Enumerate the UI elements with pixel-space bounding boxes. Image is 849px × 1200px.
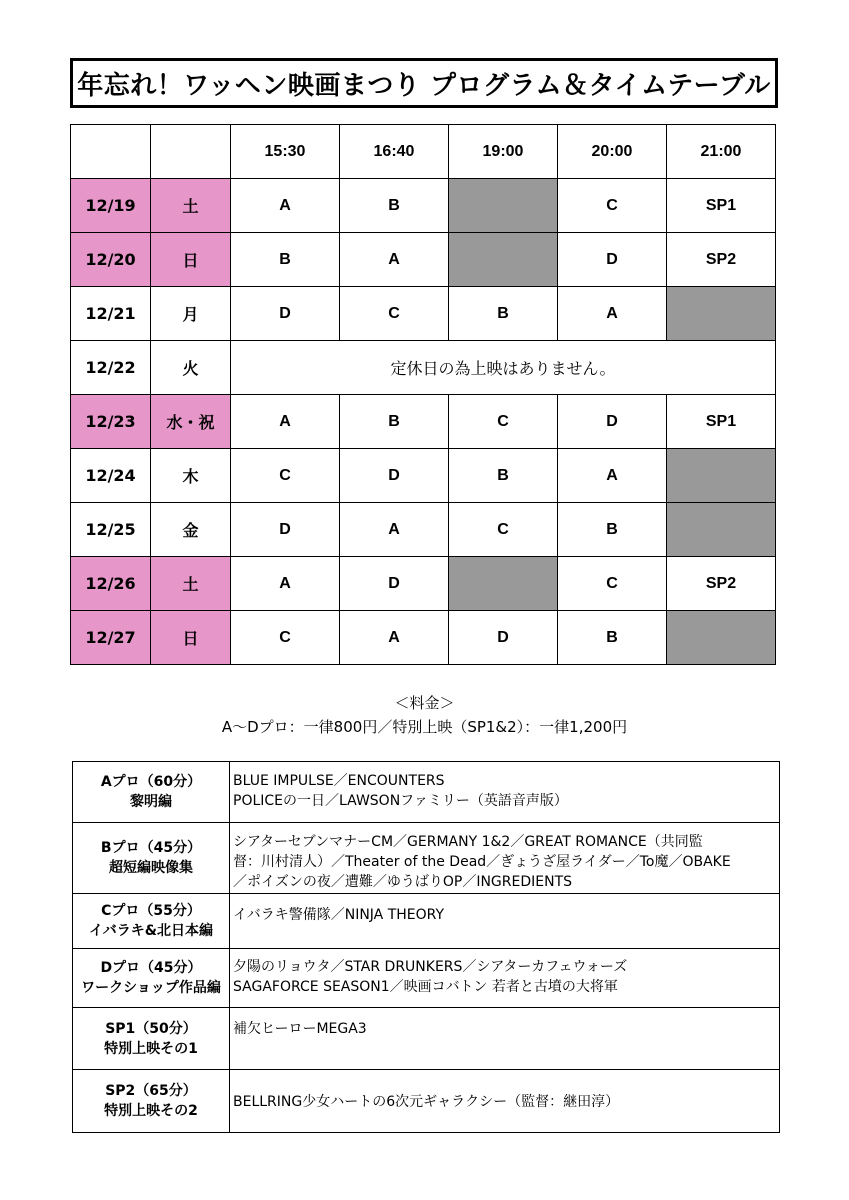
program-name-line: 黎明編	[130, 794, 172, 810]
time-header: 21:00	[667, 125, 776, 179]
program-slot: A	[231, 395, 340, 449]
program-name-cell	[73, 894, 230, 949]
program-name-line: Aプロ（60分）	[100, 774, 202, 790]
date-cell: 12/27	[71, 611, 151, 665]
schedule-row	[71, 611, 776, 665]
program-slot: A	[231, 557, 340, 611]
program-name-line: Bプロ（45分）	[100, 840, 202, 856]
schedule-row	[71, 395, 776, 449]
program-slot: A	[231, 179, 340, 233]
program-slot: A	[340, 611, 449, 665]
schedule-row	[71, 179, 776, 233]
program-name-line: 特別上映その1	[104, 1040, 198, 1057]
program-slot: A	[558, 449, 667, 503]
program-slot: D	[340, 449, 449, 503]
program-table	[72, 761, 780, 1133]
program-slot: B	[231, 233, 340, 287]
no-screening-cell	[449, 557, 558, 611]
schedule-row	[71, 449, 776, 503]
program-slot: SP1	[667, 179, 776, 233]
pricing-detail: A～Dプロ：一律800円／特別上映（SP1&2）：一律1,200円	[221, 718, 628, 736]
program-slot: SP2	[667, 233, 776, 287]
schedule-row	[71, 503, 776, 557]
program-slot: C	[340, 287, 449, 341]
weekday-cell: 土	[151, 179, 231, 233]
header-blank-cell	[71, 125, 151, 179]
date-cell: 12/24	[71, 449, 151, 503]
date-cell: 12/25	[71, 503, 151, 557]
program-slot: B	[449, 287, 558, 341]
timetable-header-row	[71, 125, 776, 179]
program-slot: C	[449, 395, 558, 449]
program-slot: A	[340, 503, 449, 557]
no-screening-cell	[449, 179, 558, 233]
program-slot: SP1	[667, 395, 776, 449]
time-header: 19:00	[449, 125, 558, 179]
weekday-cell: 水・祝	[151, 395, 231, 449]
program-slot: B	[449, 449, 558, 503]
header-blank-cell	[151, 125, 231, 179]
weekday-cell: 火	[151, 341, 231, 395]
pricing-heading: ＜料金＞	[394, 694, 455, 712]
program-name-line: イバラキ&北日本編	[89, 923, 213, 939]
weekday-cell: 日	[151, 611, 231, 665]
no-screening-cell	[667, 503, 776, 557]
schedule-row	[71, 233, 776, 287]
date-cell: 12/23	[71, 395, 151, 449]
program-slot: A	[558, 287, 667, 341]
weekday-cell: 金	[151, 503, 231, 557]
program-row	[73, 1070, 780, 1133]
no-screening-cell	[667, 449, 776, 503]
program-slot: D	[340, 557, 449, 611]
program-name-line: SP2（65分）	[105, 1083, 197, 1099]
date-cell: 12/19	[71, 179, 151, 233]
program-slot: B	[340, 179, 449, 233]
program-name-cell	[73, 823, 230, 894]
program-name-cell	[73, 1008, 230, 1070]
program-slot: B	[340, 395, 449, 449]
program-name-cell	[73, 949, 230, 1008]
no-screening-cell	[667, 611, 776, 665]
program-works-cell: BELLRING少女ハートの6次元ギャラクシー（監督：継田淳）	[230, 1070, 780, 1133]
no-screening-cell	[449, 233, 558, 287]
schedule-row	[71, 341, 776, 395]
program-name-line: SP1（50分）	[105, 1020, 197, 1037]
program-slot: C	[449, 503, 558, 557]
program-row	[73, 1008, 780, 1070]
program-name-cell	[73, 1070, 230, 1133]
program-slot: C	[231, 449, 340, 503]
program-slot: D	[231, 287, 340, 341]
program-slot: C	[558, 557, 667, 611]
program-row	[73, 823, 780, 894]
program-row	[73, 949, 780, 1008]
program-works-cell: シアターセブンマナーCM／GERMANY 1&2／GREAT ROMANCE（共同監 督：川村清人）／Theater of the Dead／ぎょうざ屋ライダー／To魔／OBAKE ／ポイズンの夜／遭難／ゆうばりOP／INGREDIENTS	[230, 823, 780, 894]
program-name-cell	[73, 762, 230, 823]
timetable	[70, 124, 776, 665]
program-slot: D	[558, 395, 667, 449]
program-slot: C	[231, 611, 340, 665]
date-cell: 12/20	[71, 233, 151, 287]
program-slot: D	[449, 611, 558, 665]
program-works-cell: BLUE IMPULSE／ENCOUNTERS POLICEの一日／LAWSONファミリー（英語音声版）	[230, 762, 780, 823]
program-row	[73, 762, 780, 823]
time-header: 20:00	[558, 125, 667, 179]
program-row	[73, 894, 780, 949]
date-cell: 12/22	[71, 341, 151, 395]
program-slot: SP2	[667, 557, 776, 611]
schedule-row	[71, 557, 776, 611]
weekday-cell: 木	[151, 449, 231, 503]
program-name-line: ワークショップ作品編	[81, 980, 221, 996]
closed-notice: 定休日の為上映はありません。	[231, 341, 776, 395]
program-name-line: Cプロ（55分）	[101, 903, 201, 919]
time-header: 15:30	[231, 125, 340, 179]
no-screening-cell	[667, 287, 776, 341]
program-name-line: 特別上映その2	[104, 1103, 198, 1119]
program-slot: C	[558, 179, 667, 233]
date-cell: 12/21	[71, 287, 151, 341]
weekday-cell: 土	[151, 557, 231, 611]
program-name-line: 超短編映像集	[109, 860, 193, 876]
program-name-line: Dプロ（45分）	[100, 960, 202, 976]
page-title: 年忘れ！ワッヘン映画まつり プログラム＆タイムテーブル	[70, 58, 778, 108]
program-slot: B	[558, 503, 667, 557]
program-works-cell: 補欠ヒーローMEGA3	[230, 1008, 780, 1070]
date-cell: 12/26	[71, 557, 151, 611]
program-slot: D	[558, 233, 667, 287]
weekday-cell: 日	[151, 233, 231, 287]
program-works-cell: イバラキ警備隊／NINJA THEORY	[230, 894, 780, 949]
weekday-cell: 月	[151, 287, 231, 341]
program-slot: A	[340, 233, 449, 287]
program-slot: D	[231, 503, 340, 557]
schedule-row	[71, 287, 776, 341]
program-slot: B	[558, 611, 667, 665]
time-header: 16:40	[340, 125, 449, 179]
program-works-cell: 夕陽のリョウタ／STAR DRUNKERS／シアターカフェウォーズ SAGAFORCE SEASON1／映画コバトン 若者と古墳の大将軍	[230, 949, 780, 1008]
